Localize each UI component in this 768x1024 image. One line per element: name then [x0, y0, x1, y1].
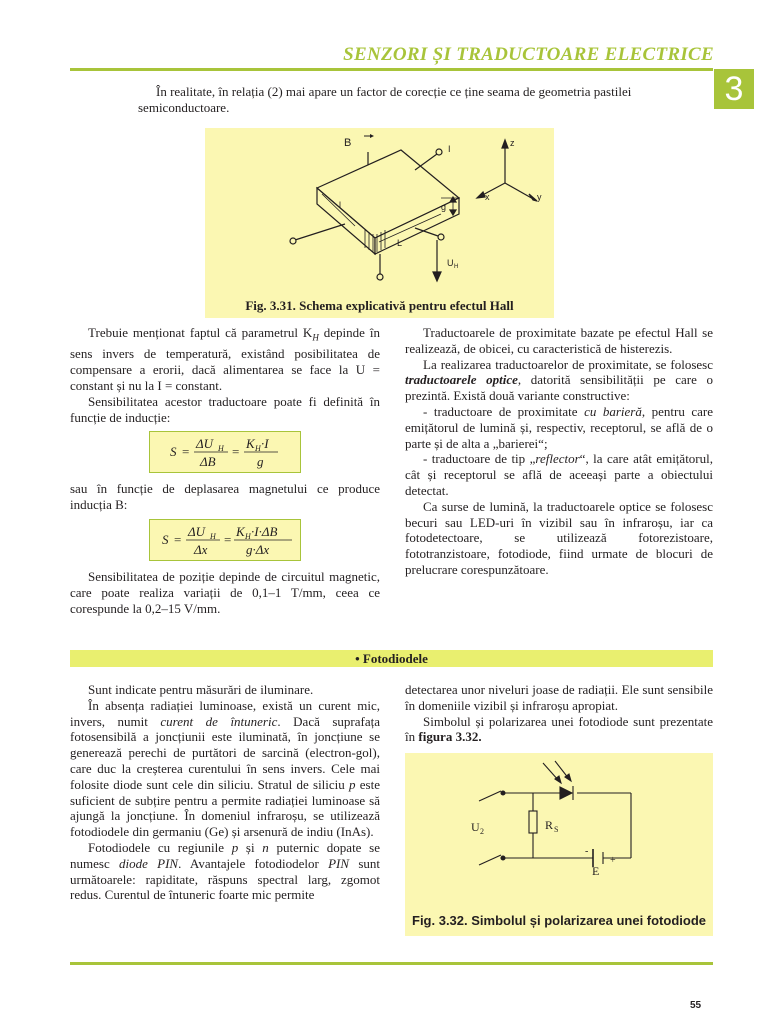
svg-text:Δx: Δx: [194, 541, 208, 557]
paragraph-kh: Trebuie menționat faptul că parametrul $K_H$ depinde în sens invers de temperatură, existând posibilitatea de compensare a erorii, dacă alimentarea se face la U = constant și nu la I = constant.: [70, 325, 380, 393]
label-RS: R: [545, 818, 554, 832]
svg-text:K: K: [236, 523, 245, 539]
column-right-bottom: [405, 682, 713, 745]
svg-text:=: =: [232, 444, 240, 460]
chapter-badge: 3: [714, 69, 754, 109]
figure2-caption: Fig. 3.32. Simbolul și polarizarea unei fotodiode: [412, 913, 706, 928]
label-B: B: [344, 137, 352, 149]
axis-y: y: [537, 192, 542, 202]
paragraph-sensitivity: Sensibilitatea acestor traductoare poate fi definită în funcție de inducție:: [70, 393, 380, 425]
figure-hall-effect: [205, 128, 554, 318]
label-g: g: [441, 202, 447, 212]
section-title: • Fotodiodele: [355, 651, 428, 666]
svg-text:S: S: [162, 531, 169, 547]
label-U2: U: [471, 820, 480, 834]
svg-text:H: H: [245, 531, 251, 541]
column-right-top: [405, 325, 713, 578]
paragraph-light-sources: Ca surse de lumină, la traductoarele optice se folosesc becuri sau LED-uri în vizibil sau în infraroșu, iar ca fotodetectoare, se utilizează fotorezistoare, fototranzistoare, fotodiode, fiind urmate de blocuri de prelucrare corespunzătoare.: [405, 498, 713, 577]
paragraph-barrier: - traductoare de proximitate cu barieră, pentru care emițătorul de lumină și, respectiv, receptorul, se află de o parte și de alta a „barierei“;: [405, 403, 713, 451]
label-U2-sub: 2: [480, 827, 484, 836]
page-number: 55: [690, 1000, 702, 1011]
svg-text:K: K: [246, 436, 255, 452]
svg-text:=: =: [182, 444, 190, 460]
svg-text:·I: ·I: [261, 436, 269, 452]
column-left-bottom: [70, 682, 380, 903]
column-left-top: [70, 325, 380, 616]
label-l: l: [339, 200, 341, 210]
svg-text:ΔU: ΔU: [196, 436, 214, 452]
axis-z: z: [510, 138, 515, 148]
paragraph-reflector: - traductoare de tip „reflector“, la care atât emițătorul, cât și receptorul se află de aceeași parte a obiectului detectat.: [405, 451, 713, 498]
axis-x: x: [485, 192, 490, 202]
label-UH: U: [447, 258, 454, 268]
svg-text:g: g: [257, 454, 264, 470]
label-L: L: [397, 238, 403, 248]
photodiode-circuit: [405, 753, 713, 913]
figure1-caption: Fig. 3.31. Schema explicativă pentru efectul Hall: [245, 298, 514, 313]
svg-text:ΔB: ΔB: [200, 454, 216, 470]
paragraph-displacement: sau în funcție de deplasarea magnetului ce produce inducția B:: [70, 481, 380, 513]
svg-text:ΔU: ΔU: [188, 523, 206, 539]
label-UH-sub: H: [454, 264, 459, 270]
paragraph-figure-ref: Simbolul și polarizarea unei fotodiode sunt prezentate în figura 3.32.: [405, 713, 713, 745]
equation-box-2: [149, 519, 301, 561]
svg-text:g·Δx: g·Δx: [246, 541, 270, 557]
paragraph-optical: La realizarea traductoarelor de proximitate, se folosesc traductoarele optice, datorită sensibilității pe care o prezintă. Există două variante constructive:: [405, 356, 713, 404]
svg-text:H: H: [255, 444, 261, 454]
paragraph-proximity: Traductoarele de proximitate bazate pe efectul Hall se realizează, de obicei, cu caracteristică de histerezis.: [405, 325, 713, 356]
paragraph-pin-diodes: Fotodiodele cu regiunile p și n puternic dopate se numesc diode PIN. Avantajele fotodiodelor PIN sunt următoarele: rapiditate, răspuns spectral larg, zgomot redus. Curentul de întuneric foarte mic permite: [70, 839, 380, 903]
svg-text:H: H: [218, 444, 224, 454]
hall-effect-diagram: [205, 128, 554, 298]
header-rule: [70, 68, 713, 71]
section-heading-band: [70, 650, 713, 667]
paragraph-photodiode-use: Sunt indicate pentru măsurări de iluminare.: [88, 682, 314, 697]
svg-text:H: H: [210, 531, 216, 541]
svg-text:=: =: [224, 531, 232, 547]
footer-rule: [70, 962, 713, 965]
label-plus: +: [610, 855, 616, 866]
running-title: SENZORI ȘI TRADUCTOARE ELECTRICE: [343, 44, 714, 65]
intro-paragraph: În realitate, în relația (2) mai apare un factor de corecție ce ține seama de geometria pastilei semiconductoare.: [138, 84, 632, 115]
svg-text:=: =: [174, 531, 182, 547]
label-minus: -: [585, 846, 589, 857]
svg-text:·I·ΔB: ·I·ΔB: [251, 523, 278, 539]
paragraph-dark-current: În absența radiației luminoase, există un curent mic, invers, numit curent de întuneric. Dacă suprafața fotosensibilă a joncțiunii este iluminată, în joncțiune se generează perechi de purtători de sarcină (electron-gol), care duc la creșterea curentului în sens invers. Cele mai folosite diode sunt cele din siliciu. Stratul de siliciu p este suficient de subțire pentru a permite radiației luminoase să ajungă la joncțiune. În domeniul infraroșu, se utilizează fotodiodele din germaniu (Ge) și arsenură de indiu (InAs).: [70, 697, 381, 840]
equation-box-1: [149, 431, 301, 473]
svg-text:S: S: [170, 444, 177, 460]
paragraph-position-sensitivity: Sensibilitatea de poziție depinde de circuitul magnetic, care poate realiza variații de 0,1–1 T/mm, ceea ce corespunde la 0,2–15 V/mm.: [70, 568, 380, 616]
label-I: I: [448, 144, 451, 154]
label-E: E: [592, 864, 600, 878]
paragraph-detection: detectarea unor niveluri joase de radiații. Ele sunt sensibile în domeniile vizibil și infraroșu apropiat.: [405, 682, 713, 713]
figure-photodiode: [405, 753, 713, 936]
label-RS-sub: S: [554, 825, 559, 834]
